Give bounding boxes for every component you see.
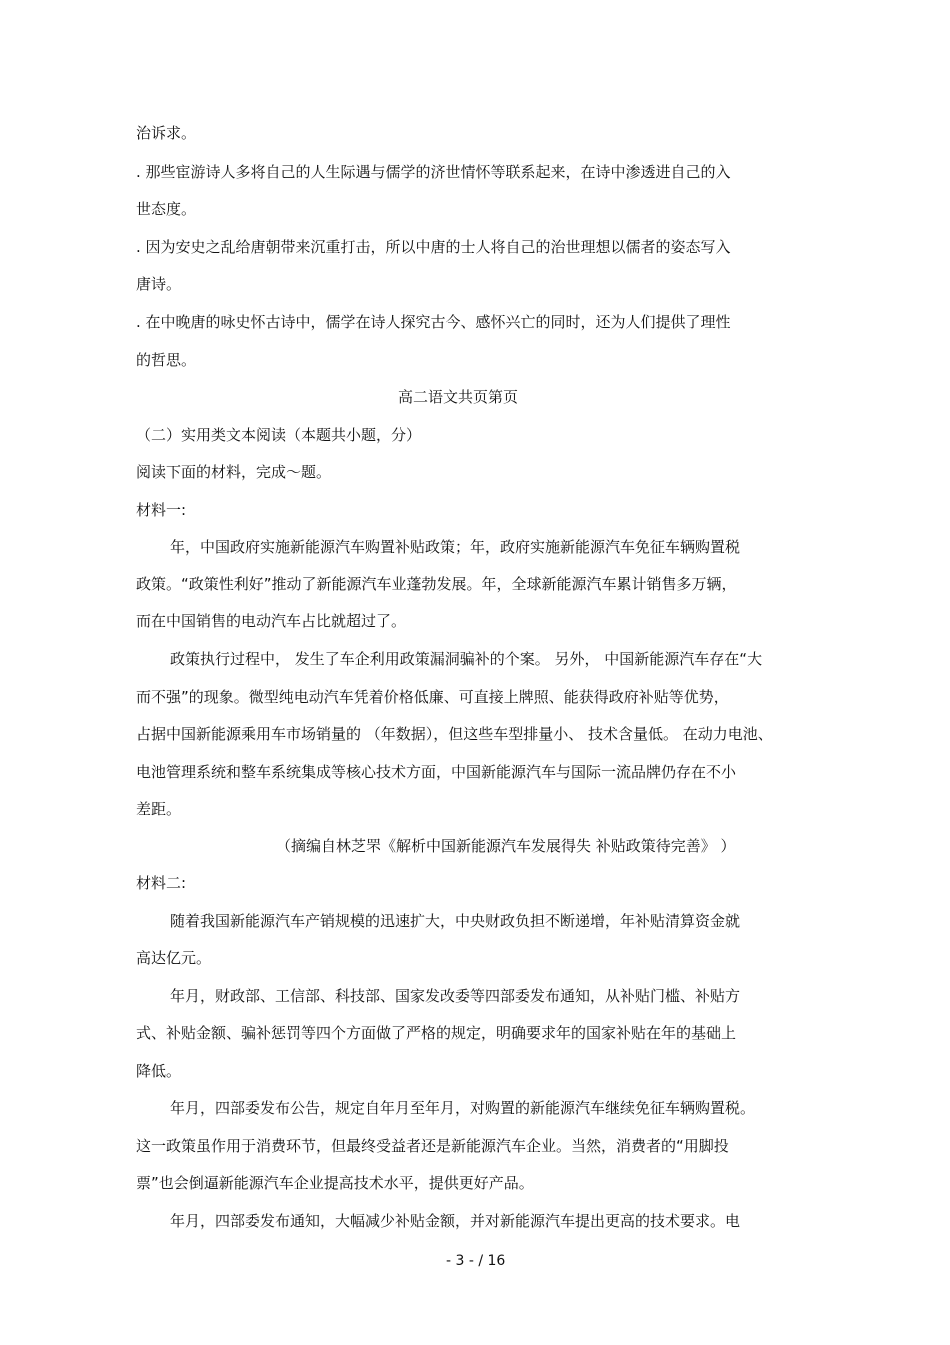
material-one-line-4: 政策执行过程中， 发生了车企利用政策漏洞骗补的个案。 另外， 中国新能源汽车存在“大 bbox=[170, 650, 763, 668]
material-two-line-6: 年月，四部委发布公告，规定自年月至年月，对购置的新能源汽车继续免征车辆购置税。 bbox=[170, 1099, 756, 1117]
material-one-line-7: 电池管理系统和整车系统集成等核心技术方面，中国新能源汽车与国际一流品牌仍存在不小 bbox=[136, 763, 737, 781]
material-one-line-1: 年，中国政府实施新能源汽车购置补贴政策；年，政府实施新能源汽车免征车辆购置税 bbox=[170, 538, 741, 556]
material-one-line-2: 政策。“政策性利好”推动了新能源汽车业蓬勃发展。年，全球新能源汽车累计销售多万辆， bbox=[136, 575, 737, 593]
material-two-line-2: 高达亿元。 bbox=[136, 949, 212, 967]
option-d-line-1: . 因为安史之乱给唐朝带来沉重打击，所以中唐的士人将自己的治世理想以儒者的姿态写入 bbox=[136, 238, 731, 256]
text-line-1: 治诉求。 bbox=[136, 124, 197, 142]
option-c-line-1: . 那些宦游诗人多将自己的人生际遇与儒学的济世情怀等联系起来，在诗中渗透进自己的入 bbox=[136, 163, 731, 181]
material-one-line-6: 占据中国新能源乘用车市场销量的 （年数据），但这些车型排量小、 技术含量低。 在动力电池、 bbox=[136, 725, 773, 743]
material-two-line-4: 式、补贴金额、骗补惩罚等四个方面做了严格的规定，明确要求年的国家补贴在年的基础上 bbox=[136, 1024, 737, 1042]
section-heading: （二）实用类文本阅读（本题共小题，分） bbox=[136, 426, 422, 444]
option-c-line-2: 世态度。 bbox=[136, 200, 197, 218]
material-one-line-5: 而不强”的现象。微型纯电动汽车凭着价格低廉、可直接上牌照、能获得政府补贴等优势， bbox=[136, 688, 729, 706]
instruction-text: 阅读下面的材料，完成～题。 bbox=[136, 463, 332, 481]
material-two-label: 材料二: bbox=[136, 874, 187, 892]
material-one-line-3: 而在中国销售的电动汽车占比就超过了。 bbox=[136, 612, 407, 630]
option-e-line-2: 的哲思。 bbox=[136, 351, 197, 369]
page-header-label: 高二语文共页第页 bbox=[398, 388, 519, 406]
option-e-line-1: . 在中晚唐的咏史怀古诗中，儒学在诗人探究古今、感怀兴亡的同时，还为人们提供了理性 bbox=[136, 313, 731, 331]
material-two-line-3: 年月，财政部、工信部、科技部、国家发改委等四部委发布通知，从补贴门槛、补贴方 bbox=[170, 987, 741, 1005]
material-one-line-8: 差距。 bbox=[136, 800, 182, 818]
material-two-line-1: 随着我国新能源汽车产销规模的迅速扩大，中央财政负担不断递增，年补贴清算资金就 bbox=[170, 912, 741, 930]
page-number: - 3 - / 16 bbox=[446, 1253, 506, 1269]
material-two-line-9: 年月，四部委发布通知，大幅减少补贴金额，并对新能源汽车提出更高的技术要求。电 bbox=[170, 1212, 741, 1230]
material-two-line-8: 票”也会倒逼新能源汽车企业提高技术水平，提供更好产品。 bbox=[136, 1174, 534, 1192]
material-one-label: 材料一: bbox=[136, 501, 187, 519]
material-two-line-5: 降低。 bbox=[136, 1062, 182, 1080]
material-one-source: （摘编自林芝罘《解析中国新能源汽车发展得失 补贴政策待完善》 ） bbox=[276, 837, 736, 855]
option-d-line-2: 唐诗。 bbox=[136, 275, 182, 293]
material-two-line-7: 这一政策虽作用于消费环节，但最终受益者还是新能源汽车企业。当然，消费者的“用脚投 bbox=[136, 1137, 729, 1155]
